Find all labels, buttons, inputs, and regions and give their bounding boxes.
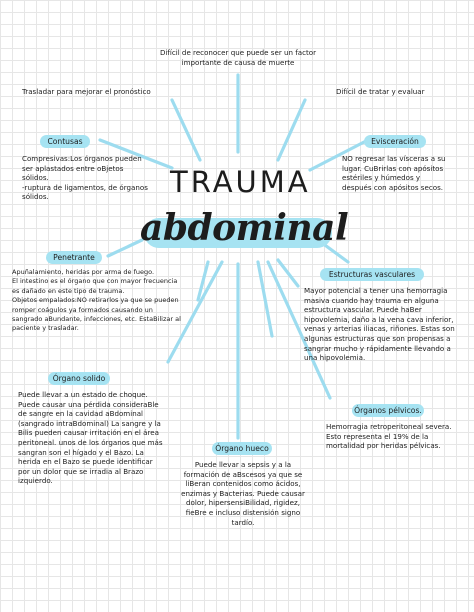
pill-organo-hueco: Órgano hueco	[212, 442, 272, 455]
solido-text: Puede llevar a un estado de choque. Puede causar una pérdida consideraBle de sangre en la cavidad aBdominal (sangrado intraBdominal) La sangre y la Bilis pueden causar irritación en el área peritoneal. unos de los órganos que más sangran son el hígado y el Bazo. La herida en el Bazo se puede identificar por un dolor que se irradia al Brazo izquierdo.	[18, 390, 163, 486]
left-top-note: Trasladar para mejorar el pronóstico	[22, 87, 151, 96]
pelvicos-text: Hemorragia retroperitoneal severa. Esto representa el 19% de la mortalidad por heridas pélvicas.	[326, 422, 452, 451]
ray-top-right	[278, 100, 305, 160]
ray-down-right	[258, 262, 272, 336]
pill-organos-pelvicos: Órganos pélvicos.	[352, 404, 424, 417]
pill-evisceracion: Evisceración	[364, 135, 426, 148]
pill-contusas: Contusas	[40, 135, 90, 148]
ray-top-left	[172, 100, 200, 160]
right-top-note: Difícil de tratar y evaluar	[336, 87, 425, 96]
vasculares-text: Mayor potencial a tener una hemorragia masiva cuando hay trauma en alguna estructura vascular. Puede haBer hipovolemia, daño a la vena cava inferior, venas y arterias iliacas, riñones. Estas son algunas estructuras que son propensas a sangrar mucho y rápidamente llevando a una hipovolemia.	[304, 286, 455, 363]
hueco-text: Puede llevar a sepsis y a la formación de aBscesos ya que se liBeran contenidos como ácidos, enzimas y Bacterias. Puede causar dolor, hipersensiBilidad, rigidez, fieBre e incluso distensión signo tardío.	[181, 460, 305, 527]
pill-penetrante: Penetrante	[46, 251, 102, 264]
main-title: TRAUMA	[170, 165, 311, 199]
contusas-text: Compresivas:Los órganos pueden ser aplastados entre oBjetos sólidos. -ruptura de ligamentos, de órganos sólidos.	[22, 154, 148, 202]
subtitle-block	[140, 204, 349, 256]
penetrante-text: Apuñalamiento, heridas por arma de fuego. El intestino es el órgano que con mayor frecuencia es dañado en este tipo de trauma. Objetos empalados:NO retirarlos ya que se pueden romper coágulos ya formados causando un sangrado aBundante, infecciones, etc. EstaBilizar al paciente y trasladar.	[12, 268, 181, 333]
evisceracion-text: NO regresar las vísceras a su lugar. CuBrirlas con apósitos estériles y húmedos y después con apósitos secos.	[342, 154, 446, 192]
pill-organo-solido: Órgano solido	[48, 372, 110, 385]
pill-estructuras-vasculares: Estructuras vasculares	[320, 268, 424, 281]
top-note: Difícil de reconocer que puede ser un factor importante de causa de muerte	[159, 48, 317, 67]
main-subtitle: abdominal	[140, 207, 349, 249]
ray-down-far-right	[278, 260, 298, 286]
ray-left-penetrante	[108, 240, 142, 256]
